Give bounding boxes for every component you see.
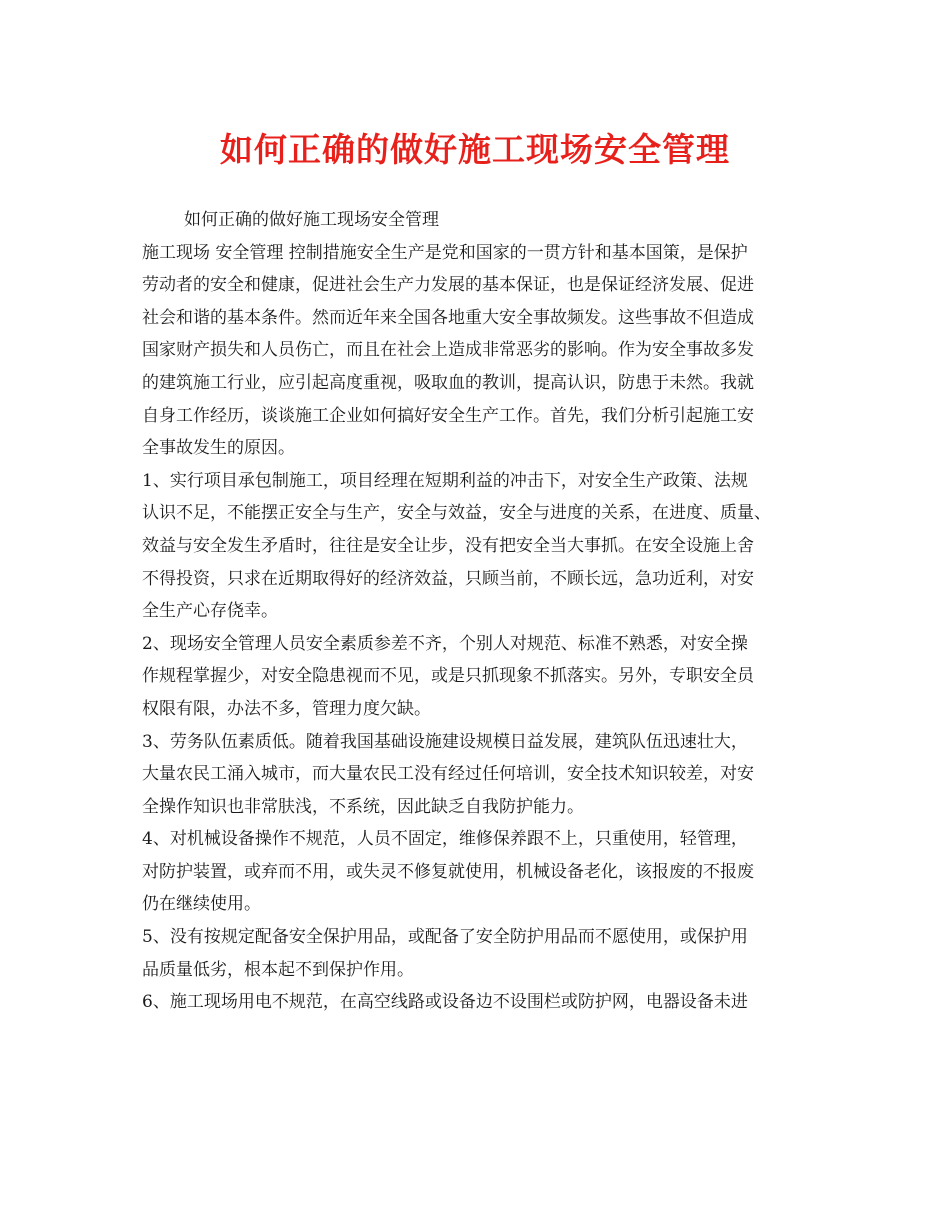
body-line: 国家财产损失和人员伤亡，而且在社会上造成非常恶劣的影响。作为安全事故多发 <box>142 340 754 361</box>
body-line: 大量农民工涌入城市，而大量农民工没有经过任何培训，安全技术知识较差，对安 <box>142 764 754 785</box>
body-line: 2、现场安全管理人员安全素质参差不齐，个别人对规范、标准不熟悉，对安全操 <box>142 633 748 654</box>
body-line: 自身工作经历，谈谈施工企业如何搞好安全生产工作。首先，我们分析引起施工安 <box>142 405 754 426</box>
body-line: 1、实行项目承包制施工，项目经理在短期利益的冲击下，对安全生产政策、法规 <box>142 470 748 491</box>
body-line: 6、施工现场用电不规范，在高空线路或设备边不设围栏或防护网，电器设备未进 <box>142 992 748 1013</box>
body-line: 作规程掌握少，对安全隐患视而不见，或是只抓现象不抓落实。另外，专职安全员 <box>142 666 754 687</box>
body-line: 全事故发生的原因。 <box>142 438 295 459</box>
body-line: 认识不足，不能摆正安全与生产，安全与效益，安全与进度的关系，在进度、质量、 <box>142 503 771 524</box>
body-line: 的建筑施工行业，应引起高度重视，吸取血的教训，提高认识，防患于未然。我就 <box>142 372 754 393</box>
body-line: 施工现场 安全管理 控制措施安全生产是党和国家的一贯方针和基本国策，是保护 <box>142 242 748 263</box>
document-body <box>142 204 832 1019</box>
body-line: 劳动者的安全和健康，促进社会生产力发展的基本保证，也是保证经济发展、促进 <box>142 275 754 296</box>
body-line: 5、没有按规定配备安全保护用品，或配备了安全防护用品而不愿使用，或保护用 <box>142 927 748 948</box>
body-line: 不得投资，只求在近期取得好的经济效益，只顾当前，不顾长远，急功近利，对安 <box>142 568 754 589</box>
body-line: 品质量低劣，根本起不到保护作用。 <box>142 959 414 980</box>
body-line: 3、劳务队伍素质低。随着我国基础设施建设规模日益发展，建筑队伍迅速壮大， <box>142 731 748 752</box>
body-line: 4、对机械设备操作不规范，人员不固定，维修保养跟不上，只重使用，轻管理， <box>142 829 748 850</box>
document-title: 如何正确的做好施工现场安全管理 <box>220 130 730 169</box>
body-line: 权限有限，办法不多，管理力度欠缺。 <box>142 698 431 719</box>
body-line: 对防护装置，或弃而不用，或失灵不修复就使用，机械设备老化，该报废的不报废 <box>142 861 754 882</box>
body-line: 全操作知识也非常肤浅，不系统，因此缺乏自我防护能力。 <box>142 796 584 817</box>
body-line: 社会和谐的基本条件。然而近年来全国各地重大安全事故频发。这些事故不但造成 <box>142 307 754 328</box>
body-line: 效益与安全发生矛盾时，往往是安全让步，没有把安全当大事抓。在安全设施上舍 <box>142 535 754 556</box>
body-line: 全生产心存侥幸。 <box>142 601 278 622</box>
body-line: 如何正确的做好施工现场安全管理 <box>184 210 439 230</box>
body-line: 仍在继续使用。 <box>142 894 261 915</box>
